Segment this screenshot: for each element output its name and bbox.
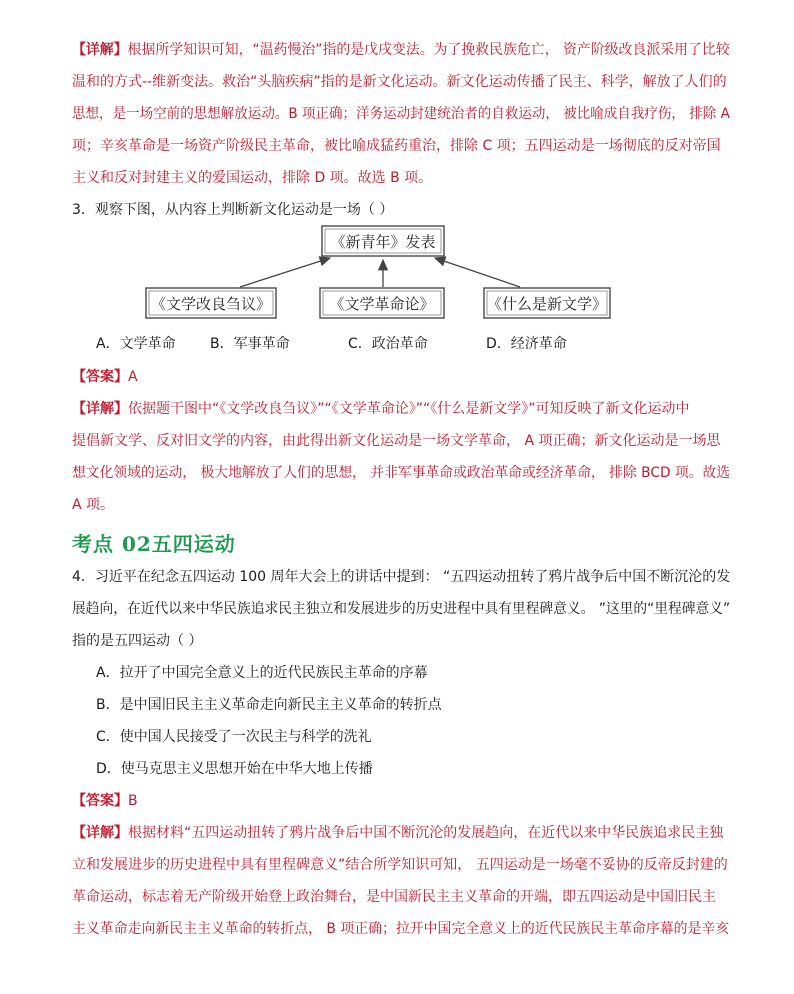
- detail-line: 温和的方式--维新变法。救治“头脑疾病”指的是新文化运动。新文化运动传播了民主、科学，解放了人们的: [72, 74, 727, 90]
- detail-line: 【详解】依据题干图中“《文学改良刍议》”“《文学革命论》”“《什么是新文学》”可知反映了新文化运动中: [72, 401, 690, 417]
- option-b: B．军事革命: [210, 336, 290, 352]
- option-a: A．拉开了中国完全意义上的近代民族民主革命的序幕: [96, 665, 428, 681]
- diagram-label-right: 《什么是新文学》: [486, 295, 608, 313]
- section-heading: 考点 02五四运动: [72, 532, 236, 556]
- detail-tag: 【详解】: [72, 42, 128, 58]
- question-stem: 指的是五四运动（ ）: [72, 633, 203, 649]
- question-stem: 3．观察下图，从内容上判断新文化运动是一场（ ）: [72, 202, 394, 218]
- flow-diagram: [0, 0, 794, 330]
- diagram-label-top: 《新青年》发表: [330, 233, 436, 251]
- answer-value: A: [128, 369, 138, 385]
- arrow-right: [435, 258, 520, 287]
- option-a: A．文学革命: [96, 336, 176, 352]
- detail-line: 立和发展进步的历史进程中具有里程碑意义”结合所学知识可知， 五四运动是一场毫不妥协的反帝反封建的: [72, 857, 728, 873]
- detail-tag: 【详解】: [72, 825, 128, 841]
- option-c: C．政治革命: [348, 336, 428, 352]
- detail-line: 【详解】根据所学知识可知，“温药慢治”指的是戊戌变法。为了挽救民族危亡， 资产阶级改良派采用了比较: [72, 42, 730, 58]
- arrow-left: [240, 258, 330, 287]
- answer-line: [72, 791, 138, 811]
- answer-tag: 【答案】: [72, 369, 128, 385]
- diagram-label-middle: 《文学革命论》: [329, 295, 435, 313]
- detail-line: 思想，是一场空前的思想解放运动。B 项正确；洋务运动封建统治者的自救运动， 被比喻成自我疗伤， 排除 A: [72, 106, 730, 122]
- detail-line: A 项。: [72, 497, 115, 513]
- answer-tag: 【答案】: [72, 793, 128, 809]
- answer-line: [72, 367, 138, 387]
- option-b: B．是中国旧民主主义革命走向新民主主义革命的转折点: [96, 697, 442, 713]
- detail-line: 【详解】根据材料“五四运动扭转了鸦片战争后中国不断沉沦的发展趋向，在近代以来中华民族追求民主独: [72, 825, 724, 841]
- diagram-label-left: 《文学改良刍议》: [150, 295, 272, 313]
- detail-line: 项；辛亥革命是一场资产阶级民主革命，被比喻成猛药重治，排除 C 项；五四运动是一场彻底的反对帝国: [72, 138, 721, 154]
- option-d: D．经济革命: [486, 336, 567, 352]
- detail-tag: 【详解】: [72, 401, 128, 417]
- detail-line: 提倡新文学、反对旧文学的内容，由此得出新文化运动是一场文学革命， A 项正确；新文化运动是一场思: [72, 433, 721, 449]
- option-d: D．使马克思主义思想开始在中华大地上传播: [96, 761, 373, 777]
- question-stem: 展趋向，在近代以来中华民族追求民主独立和发展进步的历史进程中具有里程碑意义。 ”这里的“里程碑意义”: [72, 601, 731, 617]
- question-stem: 4．习近平在纪念五四运动 100 周年大会上的讲话中提到： “五四运动扭转了鸦片战争后中国不断沉沦的发: [72, 569, 731, 585]
- detail-line: 主义革命走向新民主主义革命的转折点， B 项正确；拉开中国完全意义上的近代民族民主革命序幕的是辛亥: [72, 921, 730, 937]
- option-c: C．使中国人民接受了一次民主与科学的洗礼: [96, 729, 372, 745]
- detail-line: 想文化领域的运动， 极大地解放了人们的思想， 并非军事革命或政治革命或经济革命， 排除 BCD 项。故选: [72, 465, 731, 481]
- detail-line: 革命运动，标志着无产阶级开始登上政治舞台，是中国新民主主义革命的开端，即五四运动是中国旧民主: [72, 889, 716, 905]
- detail-line: 主义和反对封建主义的爱国运动，排除 D 项。故选 B 项。: [72, 170, 433, 186]
- answer-value: B: [128, 793, 138, 809]
